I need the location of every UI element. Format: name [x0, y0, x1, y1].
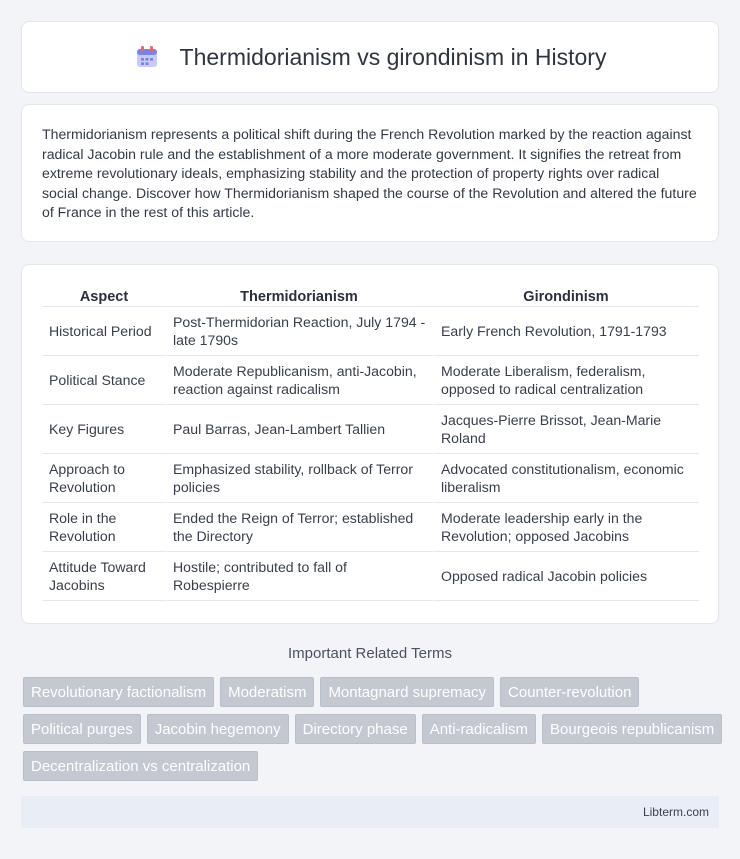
- related-terms-list: [23, 677, 723, 781]
- related-term-tag[interactable]: Revolutionary factionalism: [23, 677, 214, 707]
- table-cell: Emphasized stability, rollback of Terror policies: [165, 454, 433, 503]
- related-term-tag[interactable]: Decentralization vs centralization: [23, 751, 258, 781]
- table-row: [43, 405, 699, 454]
- column-header-aspect: Aspect: [43, 285, 165, 307]
- related-term-tag[interactable]: Jacobin hegemony: [147, 714, 289, 744]
- table-row: [43, 503, 699, 552]
- column-header-girondinism: Girondinism: [433, 285, 699, 307]
- table-cell: Early French Revolution, 1791-1793: [433, 307, 699, 356]
- related-term-tag[interactable]: Anti-radicalism: [422, 714, 536, 744]
- related-term-tag[interactable]: Moderatism: [220, 677, 314, 707]
- page-title: Thermidorianism vs girondinism in History: [179, 43, 607, 70]
- related-term-tag[interactable]: Political purges: [23, 714, 141, 744]
- intro-card: [21, 104, 719, 242]
- related-term-tag[interactable]: Bourgeois republicanism: [542, 714, 722, 744]
- table-header-row: [43, 285, 699, 307]
- table-row: [43, 552, 699, 601]
- related-terms-heading: Important Related Terms: [288, 645, 452, 662]
- calendar-icon: [134, 44, 160, 70]
- table-cell: Moderate Republicanism, anti-Jacobin, reaction against radicalism: [165, 356, 433, 405]
- table-cell: Moderate leadership early in the Revolution; opposed Jacobins: [433, 503, 699, 552]
- footer-site-link[interactable]: Libterm.com: [642, 805, 709, 819]
- related-term-tag[interactable]: Directory phase: [295, 714, 416, 744]
- table-cell: Opposed radical Jacobin policies: [433, 552, 699, 601]
- table-row: [43, 307, 699, 356]
- table-cell: Hostile; contributed to fall of Robespierre: [165, 552, 433, 601]
- footer-bar: [21, 796, 719, 828]
- table-row: [43, 454, 699, 503]
- table-row: [43, 356, 699, 405]
- related-term-tag[interactable]: Montagnard supremacy: [320, 677, 494, 707]
- table-cell: Historical Period: [43, 307, 165, 356]
- header-card: [21, 21, 719, 93]
- column-header-thermidorianism: Thermidorianism: [165, 285, 433, 307]
- comparison-table: [43, 285, 699, 601]
- table-cell: Political Stance: [43, 356, 165, 405]
- table-cell: Moderate Liberalism, federalism, opposed to radical centralization: [433, 356, 699, 405]
- table-cell: Post-Thermidorian Reaction, July 1794 - late 1790s: [165, 307, 433, 356]
- table-cell: Attitude Toward Jacobins: [43, 552, 165, 601]
- table-cell: Key Figures: [43, 405, 165, 454]
- table-cell: Approach to Revolution: [43, 454, 165, 503]
- table-cell: Role in the Revolution: [43, 503, 165, 552]
- table-cell: Ended the Reign of Terror; established the Directory: [165, 503, 433, 552]
- table-cell: Advocated constitutionalism, economic liberalism: [433, 454, 699, 503]
- table-cell: Paul Barras, Jean-Lambert Tallien: [165, 405, 433, 454]
- comparison-card: [21, 264, 719, 624]
- table-cell: Jacques-Pierre Brissot, Jean-Marie Roland: [433, 405, 699, 454]
- related-term-tag[interactable]: Counter-revolution: [500, 677, 639, 707]
- intro-text: Thermidorianism represents a political shift during the French Revolution marked by the reaction against radical Jacobin rule and the establishment of a more moderate government. It signifies the retreat from extreme revolutionary ideals, emphasizing stability and the protection of property rights over radical social change. Discover how Thermidorianism shaped the course of the Revolution and altered the future of France in the rest of this article.: [42, 126, 697, 221]
